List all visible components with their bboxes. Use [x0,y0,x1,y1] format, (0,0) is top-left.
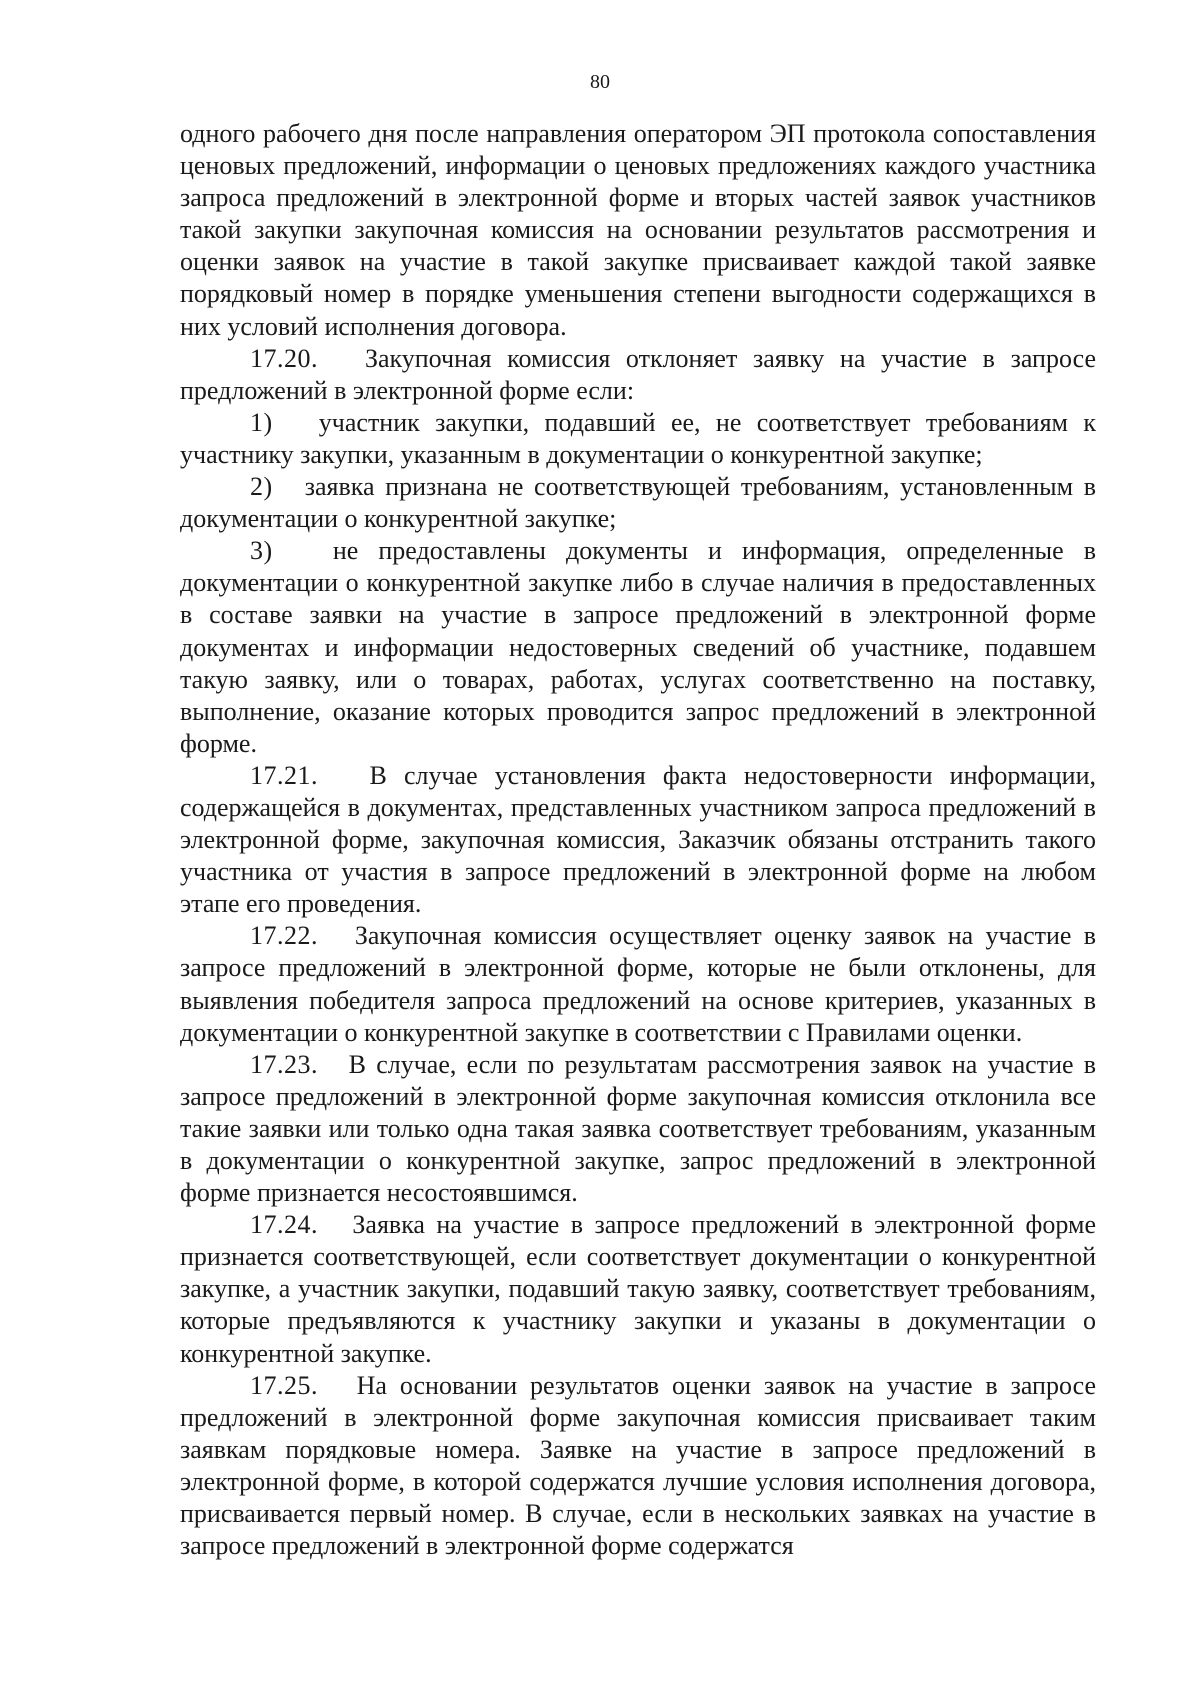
paragraph-text: На основании результатов оценки заявок на участие в запросе предложений в электронной форме закупочная комиссия присваивает таким заявкам порядковые номера. Заявке на участие в запросе предложений в электронной форме, в которой содержатся лучшие условия исполнения договора, присваивается первый номер. В случае, если в нескольких заявках на участие в запросе предложений в электронной форме содержатся [180,1370,1097,1561]
paragraph-intro [180,118,1096,343]
clause-number: 17.23. [250,1049,318,1079]
paragraph-17-24 [180,1209,1096,1369]
paragraph-text: В случае, если по результатам рассмотрения заявок на участие в запросе предложений в электронной форме закупочная комиссия отклонила все такие заявки или только одна такая заявка соответствует требованиям, указанным в документации о конкурентной закупке, запрос предложений в электронной форме признается несостоявшимся. [180,1049,1097,1208]
paragraph-text: участник закупки, подавший ее, не соответствует требованиям к участнику закупки, указанным в документации о конкурентной закупке; [180,407,1097,469]
paragraph-17-20 [180,343,1096,407]
paragraph-text: одного рабочего дня после направления оператором ЭП протокола сопоставления ценовых предложений, информации о ценовых предложениях каждого участника запроса предложений в электронной форме и вторых частей заявок участников такой закупки закупочная комиссия на основании результатов рассмотрения и оценки заявок на участие в такой закупке присваивает каждой такой заявке порядковый номер в порядке уменьшения степени выгодности содержащихся в них условий исполнения договора. [180,119,1096,341]
list-item-number: 3) [250,536,273,566]
list-item-number: 1) [250,407,273,437]
paragraph-text: Заявка на участие в запросе предложений в электронной форме признается соответствующей, если соответствует документации о конкурентной закупке, а участник закупки, подавший такую заявку, соответствует требованиям, которые предъявляются к участнику закупки и указаны в документации о конкурентной закупке. [180,1210,1097,1368]
paragraph-17-21 [180,760,1096,920]
paragraph-17-22 [180,920,1096,1048]
paragraph-text: В случае установления факта недостоверности информации, содержащейся в документах, представленных участником запроса предложений в электронной форме, закупочная комиссия, Заказчик обязаны отстранить такого участника от участия в запросе предложений в электронной форме на любом этапе его проведения. [180,760,1096,919]
paragraph-17-23 [180,1049,1096,1209]
clause-number: 17.22. [250,921,318,951]
document-body [180,118,1096,1562]
page-number: 80 [590,71,610,93]
paragraph-text: заявка признана не соответствующей требованиям, установленным в документации о конкурентной закупке; [180,472,1096,534]
clause-number: 17.25. [250,1370,318,1400]
list-item-number: 2) [250,472,273,502]
clause-number: 17.24. [250,1210,318,1240]
paragraph-text: Закупочная комиссия осуществляет оценку заявок на участие в запросе предложений в электронной форме, которые не были отклонены, для выявления победителя запроса предложений на основе критериев, указанных в документации о конкурентной закупке в соответствии с Правилами оценки. [180,921,1096,1047]
clause-number: 17.20. [250,343,318,373]
paragraph-text: не предоставлены документы и информация, определенные в документации о конкурентной закупке либо в случае наличия в предоставленных в составе заявки на участие в запросе предложений в электронной форме документах и информации недостоверных сведений об участнике, подавшем такую заявку, или о товарах, работах, услугах соответственно на поставку, выполнение, оказание которых проводится запрос предложений в электронной форме. [180,536,1096,758]
paragraph-text: Закупочная комиссия отклоняет заявку на участие в запросе предложений в электронной форме если: [180,343,1096,405]
paragraph-17-25 [180,1370,1096,1563]
paragraph-17-20-item-2 [180,471,1096,535]
clause-number: 17.21. [250,760,318,790]
paragraph-17-20-item-1 [180,407,1096,471]
paragraph-17-20-item-3 [180,535,1096,760]
